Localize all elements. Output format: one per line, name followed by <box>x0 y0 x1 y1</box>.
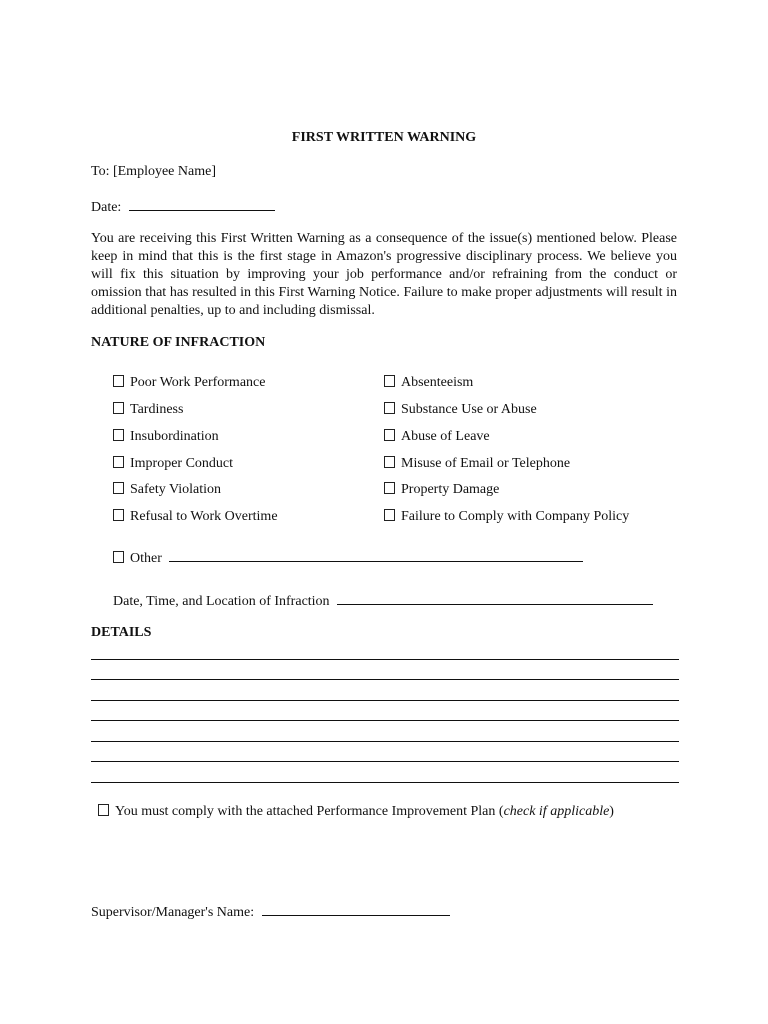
pip-italic: check if applicable <box>503 804 610 819</box>
option-misuse-email[interactable]: Misuse of Email or Telephone <box>384 455 570 473</box>
datetime-location-blank[interactable] <box>337 591 653 605</box>
option-substance-use[interactable]: Substance Use or Abuse <box>384 401 537 419</box>
supervisor-blank[interactable] <box>262 902 450 916</box>
infraction-heading: NATURE OF INFRACTION <box>91 335 266 350</box>
datetime-location-label: Date, Time, and Location of Infraction <box>113 594 330 609</box>
details-line[interactable] <box>91 761 679 762</box>
option-abuse-of-leave[interactable]: Abuse of Leave <box>384 428 490 446</box>
option-failure-comply[interactable]: Failure to Comply with Company Policy <box>384 508 629 526</box>
datetime-location-field[interactable] <box>113 591 653 611</box>
checkbox-icon[interactable] <box>113 375 124 387</box>
other-label: Other <box>130 551 162 566</box>
details-line[interactable] <box>91 679 679 680</box>
checkbox-icon[interactable] <box>113 402 124 414</box>
checkbox-icon[interactable] <box>113 482 124 494</box>
checkbox-icon[interactable] <box>384 429 395 441</box>
checkbox-icon[interactable] <box>384 482 395 494</box>
option-refusal-overtime[interactable]: Refusal to Work Overtime <box>113 508 278 526</box>
option-tardiness[interactable]: Tardiness <box>113 401 183 419</box>
pip-close: ) <box>609 804 614 819</box>
details-line[interactable] <box>91 700 679 701</box>
option-absenteeism[interactable]: Absenteeism <box>384 374 473 392</box>
details-line[interactable] <box>91 782 679 783</box>
details-line[interactable] <box>91 741 679 742</box>
pip-option[interactable] <box>98 803 614 821</box>
option-poor-work-performance[interactable]: Poor Work Performance <box>113 374 265 392</box>
checkbox-icon[interactable] <box>384 509 395 521</box>
intro-paragraph: You are receiving this First Written Warning as a consequence of the issue(s) mentioned below. Please keep in mind that this is the first stage in Amazon's progressive disciplinary process. We believe you will fix this situation by improving your job performance and/or refraining from the conduct or omission that has resulted in this First Warning Notice. Failure to make proper adjustments will result in additional penalties, up to and including dismissal. <box>91 231 677 318</box>
date-blank[interactable] <box>129 197 275 211</box>
checkbox-icon[interactable] <box>98 804 109 816</box>
checkbox-icon[interactable] <box>384 402 395 414</box>
supervisor-label: Supervisor/Manager's Name: <box>91 905 255 920</box>
option-safety-violation[interactable]: Safety Violation <box>113 481 221 499</box>
checkbox-icon[interactable] <box>113 456 124 468</box>
details-line[interactable] <box>91 659 679 660</box>
option-other[interactable] <box>113 548 583 568</box>
other-blank[interactable] <box>169 548 583 562</box>
date-label: Date: <box>91 200 122 215</box>
checkbox-icon[interactable] <box>113 429 124 441</box>
supervisor-name-field[interactable] <box>91 902 450 922</box>
pip-text: You must comply with the attached Performance Improvement Plan ( <box>115 804 504 819</box>
option-insubordination[interactable]: Insubordination <box>113 428 219 446</box>
option-property-damage[interactable]: Property Damage <box>384 481 499 499</box>
details-heading: DETAILS <box>91 625 152 640</box>
details-line[interactable] <box>91 720 679 721</box>
checkbox-icon[interactable] <box>113 509 124 521</box>
to-line: To: [Employee Name] <box>91 164 216 179</box>
document-title: FIRST WRITTEN WARNING <box>291 130 477 145</box>
checkbox-icon[interactable] <box>384 456 395 468</box>
date-field[interactable] <box>91 197 275 217</box>
checkbox-icon[interactable] <box>384 375 395 387</box>
checkbox-icon[interactable] <box>113 551 124 563</box>
option-improper-conduct[interactable]: Improper Conduct <box>113 455 233 473</box>
